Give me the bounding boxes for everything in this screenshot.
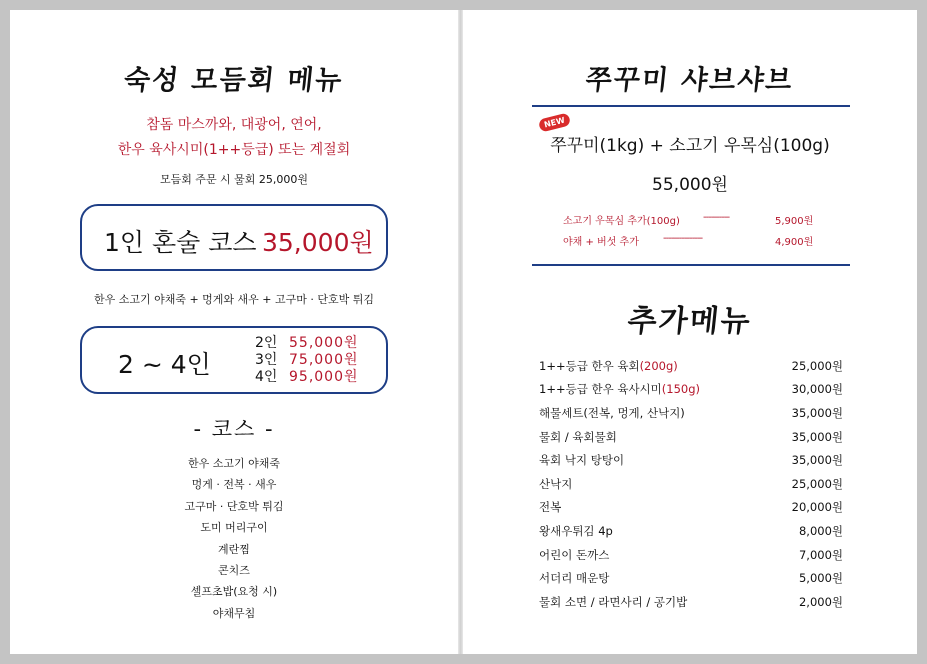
menu-item [539,519,843,543]
course-item: 멍게 · 전복 · 새우 [191,478,277,492]
new-badge: NEW [538,112,571,132]
fish-list-line1: 참돔 마스까와, 대광어, 연어, [146,117,322,133]
divider-top [532,105,850,107]
group-course-box [80,326,388,394]
course-item: 야채무침 [212,606,256,620]
shabu-title: 쭈꾸미 샤브샤브 [584,65,796,96]
group-price-row [255,352,359,369]
menu-item-qty: (150g) [661,382,701,397]
menu-item [539,472,843,496]
solo-course-includes: 한우 소고기 야채죽 + 멍게와 새우 + 고구마 · 단호박 튀김 [93,293,375,306]
group-price: 95,000원 [289,369,359,385]
menu-item-name: 1++등급 한우 육사시미(150g) [539,382,701,397]
menu-item [539,566,843,590]
mulhoe-note: 모듬회 주문 시 물회 25,000원 [159,173,309,186]
extra-option-price: 5,900원 [775,216,814,227]
menu-item-price: 35,000원 [791,453,843,468]
course-list [10,453,458,624]
menu-item [539,401,843,425]
group-people: 4인 [255,369,278,385]
menu-item-name: 산낙지 [539,476,573,491]
menu-item-qty: (200g) [639,358,678,373]
menu-item-price: 25,000원 [791,358,843,373]
menu-item-price: 2,000원 [798,594,843,609]
solo-course-price: 35,000원 [262,228,374,257]
extra-option [563,233,813,248]
additional-menu-title: 추가메뉴 [625,304,754,339]
group-price: 55,000원 [289,335,359,351]
extra-option-name: 야채 + 버섯 추가 [563,237,639,248]
menu-item-name: 전복 [539,500,562,515]
divider-bottom [532,264,850,266]
group-course-label: 2 ~ 4인 [118,350,211,379]
menu-item-price: 35,000원 [791,429,843,444]
course-heading: - 코스 - [193,417,275,441]
menu-item-price: 8,000원 [798,523,843,538]
group-people: 3인 [255,352,278,368]
menu-item-name: 해물세트(전복, 멍게, 산낙지) [539,405,685,420]
course-item: 콘치즈 [218,564,250,578]
left-page [10,10,458,654]
menu-item-name: 어린이 돈까스 [539,547,610,562]
course-item: 한우 소고기 야채죽 [187,457,280,470]
right-page [463,10,917,654]
extra-option-name: 소고기 우목심 추가(100g) [563,216,680,227]
menu-item [539,496,843,520]
menu-item-name: 서더리 매운탕 [539,571,610,586]
menu-item [539,354,843,378]
menu-item-name: 육회 낙지 탕탕이 [539,453,625,468]
extra-option-dashes: --------------- [663,233,703,244]
group-price-row [255,369,359,386]
extra-option-dashes: ---------- [703,212,730,223]
fish-list-line2: 한우 육사시미(1++등급) 또는 계절회 [117,142,351,158]
course-item: 셀프초밥(요청 시) [190,585,278,599]
menu-item-price: 7,000원 [798,547,843,562]
left-title: 숙성 모듬회 메뉴 [122,65,346,96]
group-price-table [255,335,359,386]
course-item: 계란찜 [218,542,250,556]
solo-course-label: 1인 혼술 코스 [104,228,257,257]
menu-item-name: 물회 / 육회물회 [539,429,617,444]
menu-item [539,425,843,449]
shabu-main-item: 쭈꾸미(1kg) + 소고기 우목심(100g) [550,136,830,156]
extra-option [563,212,813,227]
menu-item-name: 1++등급 한우 육회(200g) [539,358,678,373]
menu-item [539,448,843,472]
shabu-main-price: 55,000원 [652,175,728,195]
menu-item [539,590,843,614]
menu-item-price: 20,000원 [791,500,843,515]
course-item: 고구마 · 단호박 튀김 [184,499,284,513]
menu-item-price: 25,000원 [791,476,843,491]
menu-item [539,378,843,402]
group-price: 75,000원 [289,352,359,368]
menu-item-name: 물회 소면 / 라면사리 / 공기밥 [539,594,688,609]
menu-item [539,543,843,567]
menu-item-price: 5,000원 [798,571,843,586]
group-price-row [255,335,359,352]
menu-item-name: 왕새우튀김 4p [539,523,613,538]
course-item: 도미 머리구이 [200,521,268,535]
extra-option-price: 4,900원 [775,237,814,248]
additional-menu-list [539,354,843,614]
solo-course-box [80,204,388,271]
group-people: 2인 [255,335,278,351]
menu-item-price: 30,000원 [791,382,843,397]
menu-item-price: 35,000원 [791,405,843,420]
